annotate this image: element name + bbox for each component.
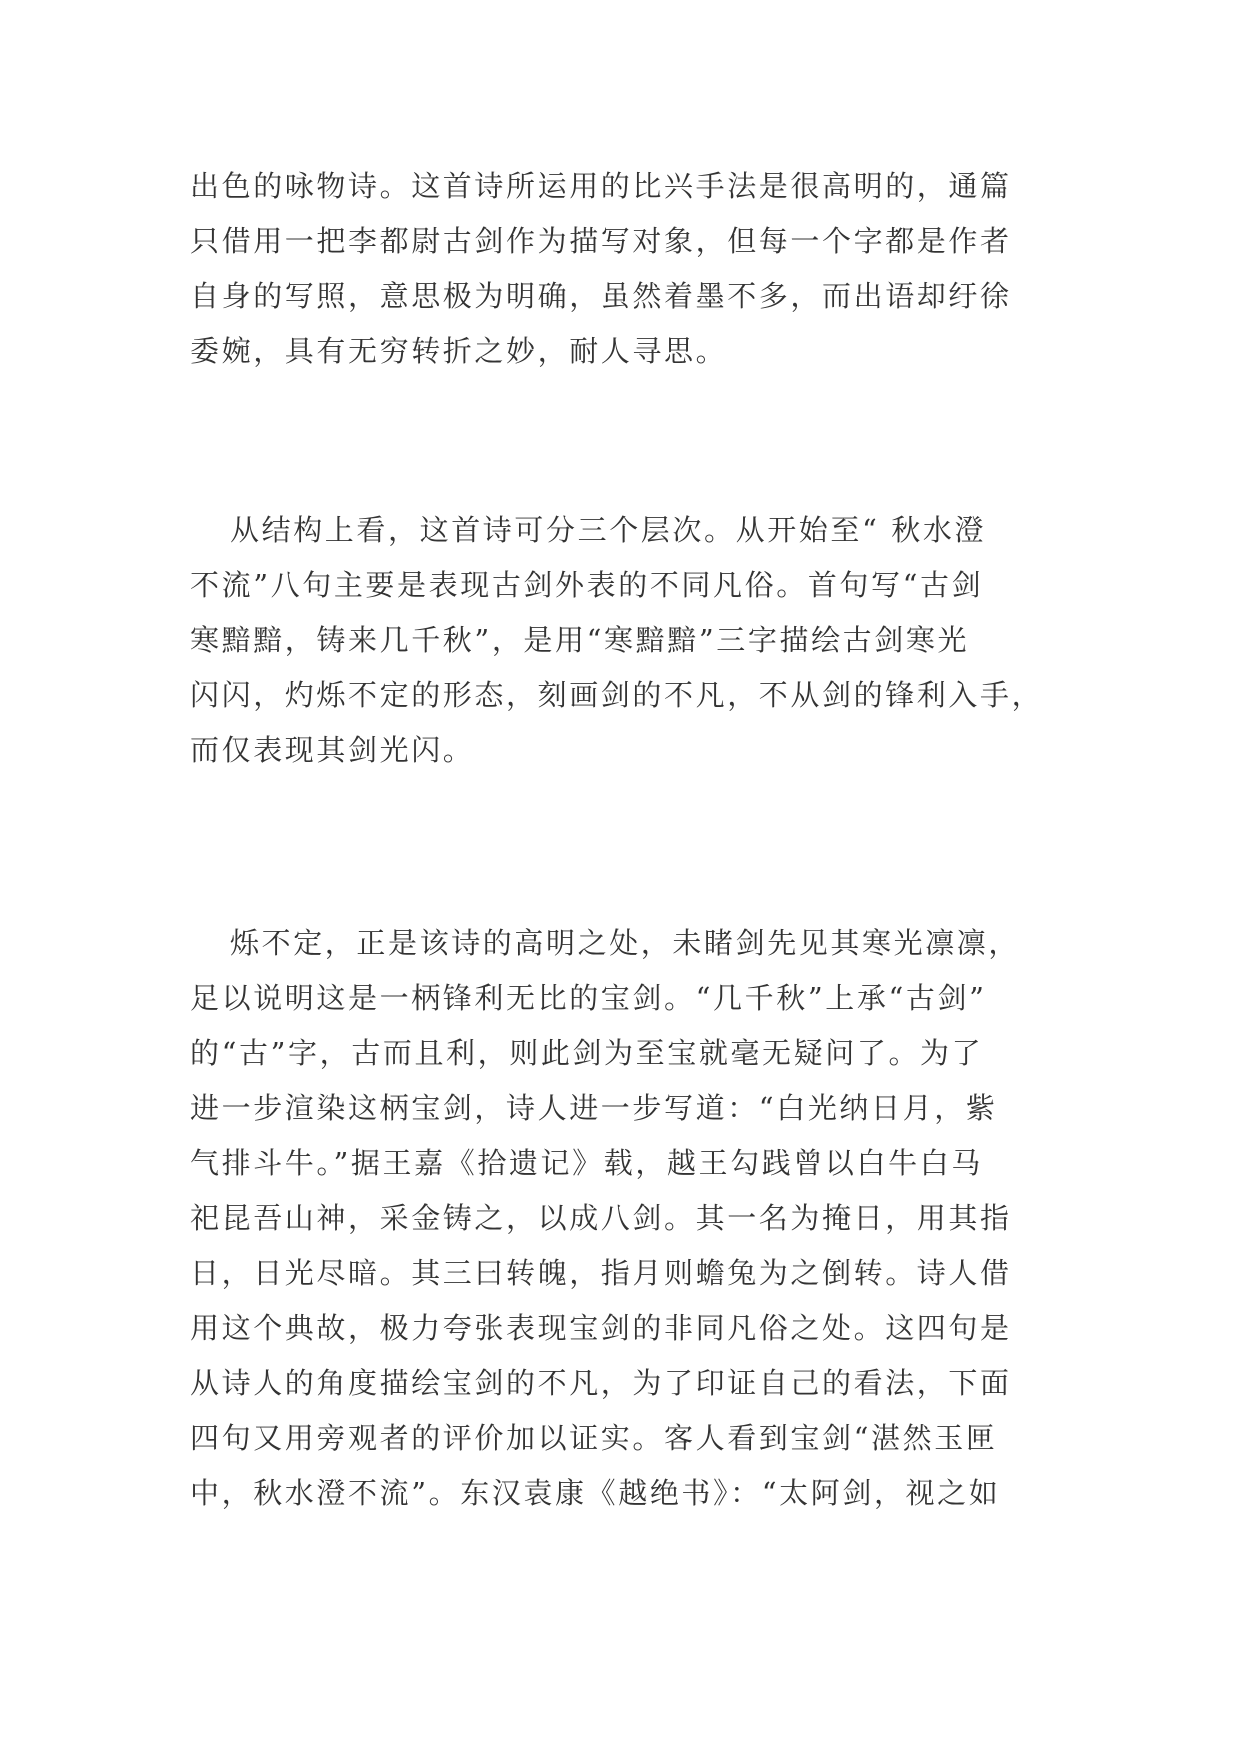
text-line: 气排斗牛。”据王嘉《拾遗记》载，越王勾践曾以白牛白马 xyxy=(190,1146,983,1180)
text-line: 足以说明这是一柄锋利无比的宝剑。“几千秋”上承“古剑” xyxy=(190,981,987,1015)
text-line: 寒黯黯，铸来几千秋”，是用“寒黯黯”三字描绘古剑寒光 xyxy=(190,623,970,657)
text-line: 进一步渲染这柄宝剑，诗人进一步写道：“白光纳日月，紫 xyxy=(190,1091,998,1125)
text-line: 闪闪，灼烁不定的形态，刻画剑的不凡，不从剑的锋利入手， xyxy=(190,678,1044,712)
paragraph-3 xyxy=(190,916,1050,1521)
paragraph-1 xyxy=(190,159,1050,379)
text-line: 从结构上看，这首诗可分三个层次。从开始至“ 秋水澄 xyxy=(230,513,987,547)
text-line: 自身的写照，意思极为明确，虽然着墨不多，而出语却纡徐 xyxy=(190,279,1012,313)
text-line: 委婉，具有无穷转折之妙，耐人寻思。 xyxy=(190,334,728,368)
text-line: 四句又用旁观者的评价加以证实。客人看到宝剑“湛然玉匣 xyxy=(190,1421,998,1455)
text-line: 从诗人的角度描绘宝剑的不凡，为了印证自己的看法，下面 xyxy=(190,1366,1012,1400)
paragraph-2 xyxy=(190,503,1050,778)
text-line: 的“古”字，古而且利，则此剑为至宝就毫无疑问了。为了 xyxy=(190,1036,984,1070)
text-line: 烁不定，正是该诗的高明之处，未睹剑先见其寒光凛凛， xyxy=(230,926,1021,960)
text-line: 中，秋水澄不流”。东汉袁康《越绝书》：“太阿剑，视之如 xyxy=(190,1476,1001,1510)
text-line: 只借用一把李都尉古剑作为描写对象，但每一个字都是作者 xyxy=(190,224,1012,258)
text-line: 祀昆吾山神，采金铸之，以成八剑。其一名为掩日，用其指 xyxy=(190,1201,1012,1235)
text-line: 日，日光尽暗。其三曰转魄，指月则蟾兔为之倒转。诗人借 xyxy=(190,1256,1012,1290)
text-line: 出色的咏物诗。这首诗所运用的比兴手法是很高明的，通篇 xyxy=(190,169,1012,203)
text-line: 用这个典故，极力夸张表现宝剑的非同凡俗之处。这四句是 xyxy=(190,1311,1012,1345)
text-line: 不流”八句主要是表现古剑外表的不同凡俗。首句写“古剑 xyxy=(190,568,984,602)
text-line: 而仅表现其剑光闪。 xyxy=(190,733,475,767)
